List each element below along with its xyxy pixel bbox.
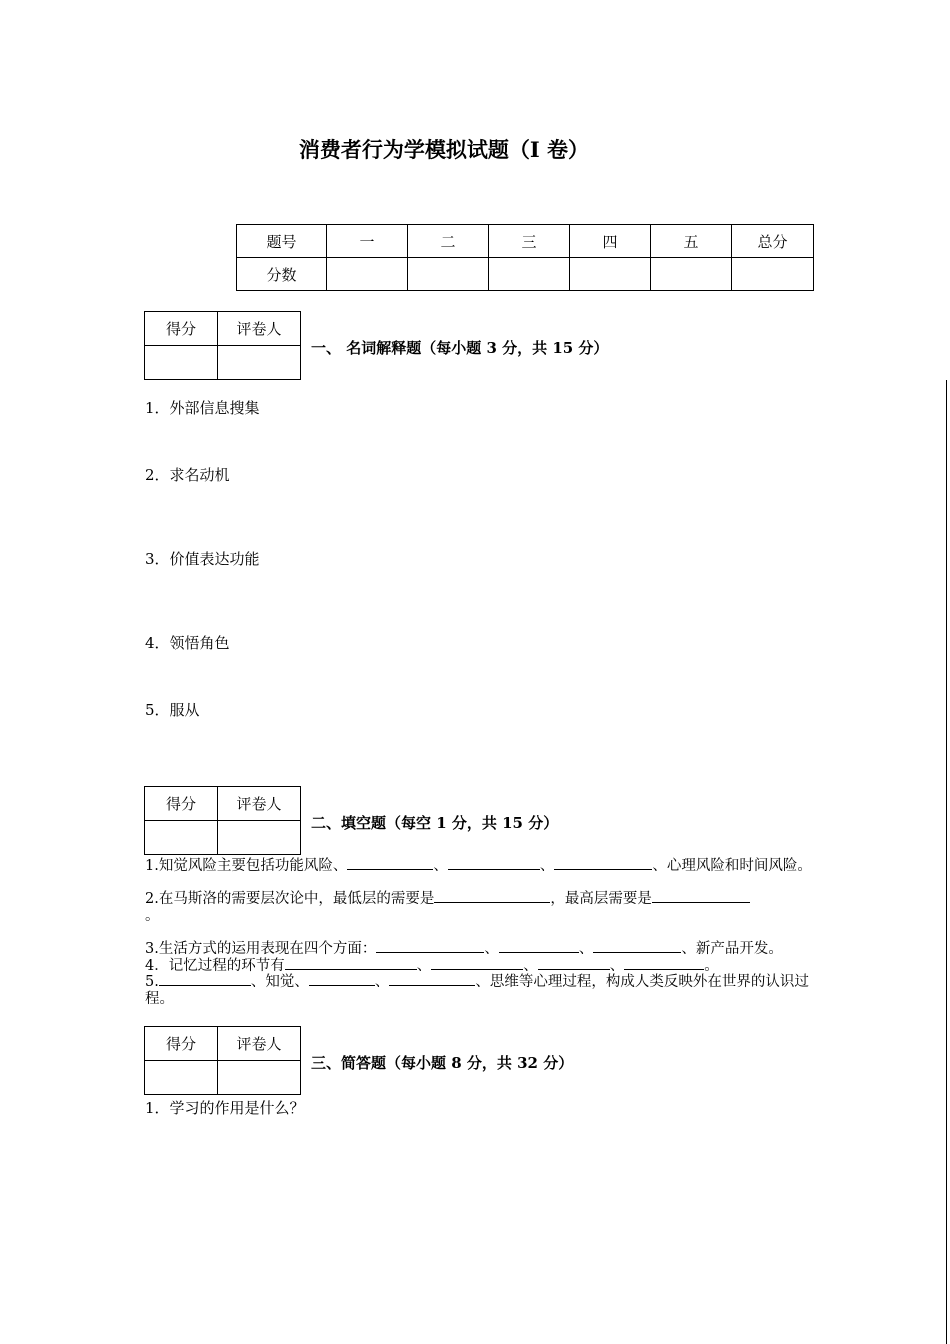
question-text: 、 <box>539 858 555 874</box>
table-cell[interactable] <box>408 258 489 291</box>
grader-reviewer-cell[interactable] <box>218 346 301 380</box>
answer-blank[interactable] <box>554 857 652 870</box>
question-item: 3．价值表达功能 <box>145 550 260 568</box>
question-text: 3.生活方式的运用表现在四个方面： <box>145 941 377 957</box>
table-row <box>237 225 814 258</box>
fill-question-4 <box>145 957 815 975</box>
grader-reviewer-label: 评卷人 <box>218 1027 301 1061</box>
page-title: 消费者行为学模拟试题（I 卷） <box>298 137 590 162</box>
fill-question-3 <box>145 940 845 958</box>
question-text: 。 <box>145 907 160 924</box>
table-cell[interactable] <box>327 258 408 291</box>
grader-reviewer-cell[interactable] <box>218 1061 301 1095</box>
grader-score-cell[interactable] <box>145 821 218 855</box>
question-text: 4．记忆过程的环节有 <box>145 958 285 974</box>
table-cell[interactable] <box>651 258 732 291</box>
page-edge-line <box>946 380 947 1344</box>
answer-blank[interactable] <box>448 857 540 870</box>
question-text: 、 <box>484 941 499 957</box>
question-text: 、知觉、 <box>250 974 309 990</box>
table-cell: 四 <box>570 225 651 258</box>
score-summary-table <box>236 224 814 291</box>
answer-blank[interactable] <box>159 973 251 986</box>
grader-reviewer-label: 评卷人 <box>218 312 301 346</box>
fill-question-1 <box>145 857 815 875</box>
answer-blank[interactable] <box>376 940 484 953</box>
answer-blank[interactable] <box>285 957 417 970</box>
section-heading: 二、填空题（每空 1 分，共 15 分） <box>311 814 559 832</box>
question-text: 、 <box>433 858 448 874</box>
question-item: 1．外部信息搜集 <box>145 399 260 417</box>
question-text: 5. <box>145 974 159 990</box>
grader-reviewer-label: 评卷人 <box>218 787 301 821</box>
answer-blank[interactable] <box>434 890 550 903</box>
grader-score-cell[interactable] <box>145 346 218 380</box>
grader-score-label: 得分 <box>145 312 218 346</box>
table-cell: 五 <box>651 225 732 258</box>
grader-score-cell[interactable] <box>145 1061 218 1095</box>
question-text: 、心理风险和时间风险。 <box>652 858 812 874</box>
answer-blank[interactable] <box>389 973 475 986</box>
question-text: 。 <box>704 958 719 974</box>
grader-reviewer-cell[interactable] <box>218 821 301 855</box>
answer-blank[interactable] <box>538 957 610 970</box>
table-cell: 二 <box>408 225 489 258</box>
grader-score-label: 得分 <box>145 1027 218 1061</box>
table-row <box>237 258 814 291</box>
question-item: 1．学习的作用是什么？ <box>145 1099 305 1117</box>
question-text: 1.知觉风险主要包括功能风险、 <box>145 858 348 874</box>
grader-box <box>144 311 301 380</box>
table-cell: 分数 <box>237 258 327 291</box>
table-cell[interactable] <box>570 258 651 291</box>
question-text: 、 <box>609 958 625 974</box>
question-text: 、 <box>523 958 538 974</box>
table-cell: 题号 <box>237 225 327 258</box>
question-text: 、新产品开发。 <box>681 941 783 957</box>
fill-question-2 <box>145 890 815 924</box>
grader-score-label: 得分 <box>145 787 218 821</box>
table-cell: 一 <box>327 225 408 258</box>
answer-blank[interactable] <box>624 957 704 970</box>
question-item: 2．求名动机 <box>145 466 230 484</box>
question-item: 4．领悟角色 <box>145 634 230 652</box>
answer-blank[interactable] <box>652 890 750 903</box>
question-text: 、思维等心理过程，构成人类反映外在世界的认识过程。 <box>145 974 809 1007</box>
table-cell[interactable] <box>732 258 814 291</box>
question-text: 2.在马斯洛的需要层次论中，最低层的需要是 <box>145 891 435 907</box>
question-text: ，最高层需要是 <box>550 891 652 907</box>
answer-blank[interactable] <box>499 940 579 953</box>
section-heading: 一、 名词解释题（每小题 3 分，共 15 分） <box>311 339 609 357</box>
question-text: 、 <box>578 941 594 957</box>
answer-blank[interactable] <box>309 973 375 986</box>
grader-box <box>144 1026 301 1095</box>
answer-blank[interactable] <box>347 857 433 870</box>
question-text: 、 <box>374 974 390 990</box>
section-heading: 三、简答题（每小题 8 分，共 32 分） <box>311 1054 574 1072</box>
answer-blank[interactable] <box>431 957 523 970</box>
answer-blank[interactable] <box>593 940 681 953</box>
grader-box <box>144 786 301 855</box>
table-cell: 三 <box>489 225 570 258</box>
question-text: 、 <box>416 958 432 974</box>
table-cell[interactable] <box>489 258 570 291</box>
table-cell: 总分 <box>732 225 814 258</box>
fill-question-5 <box>145 973 815 1007</box>
question-item: 5．服从 <box>145 701 200 719</box>
